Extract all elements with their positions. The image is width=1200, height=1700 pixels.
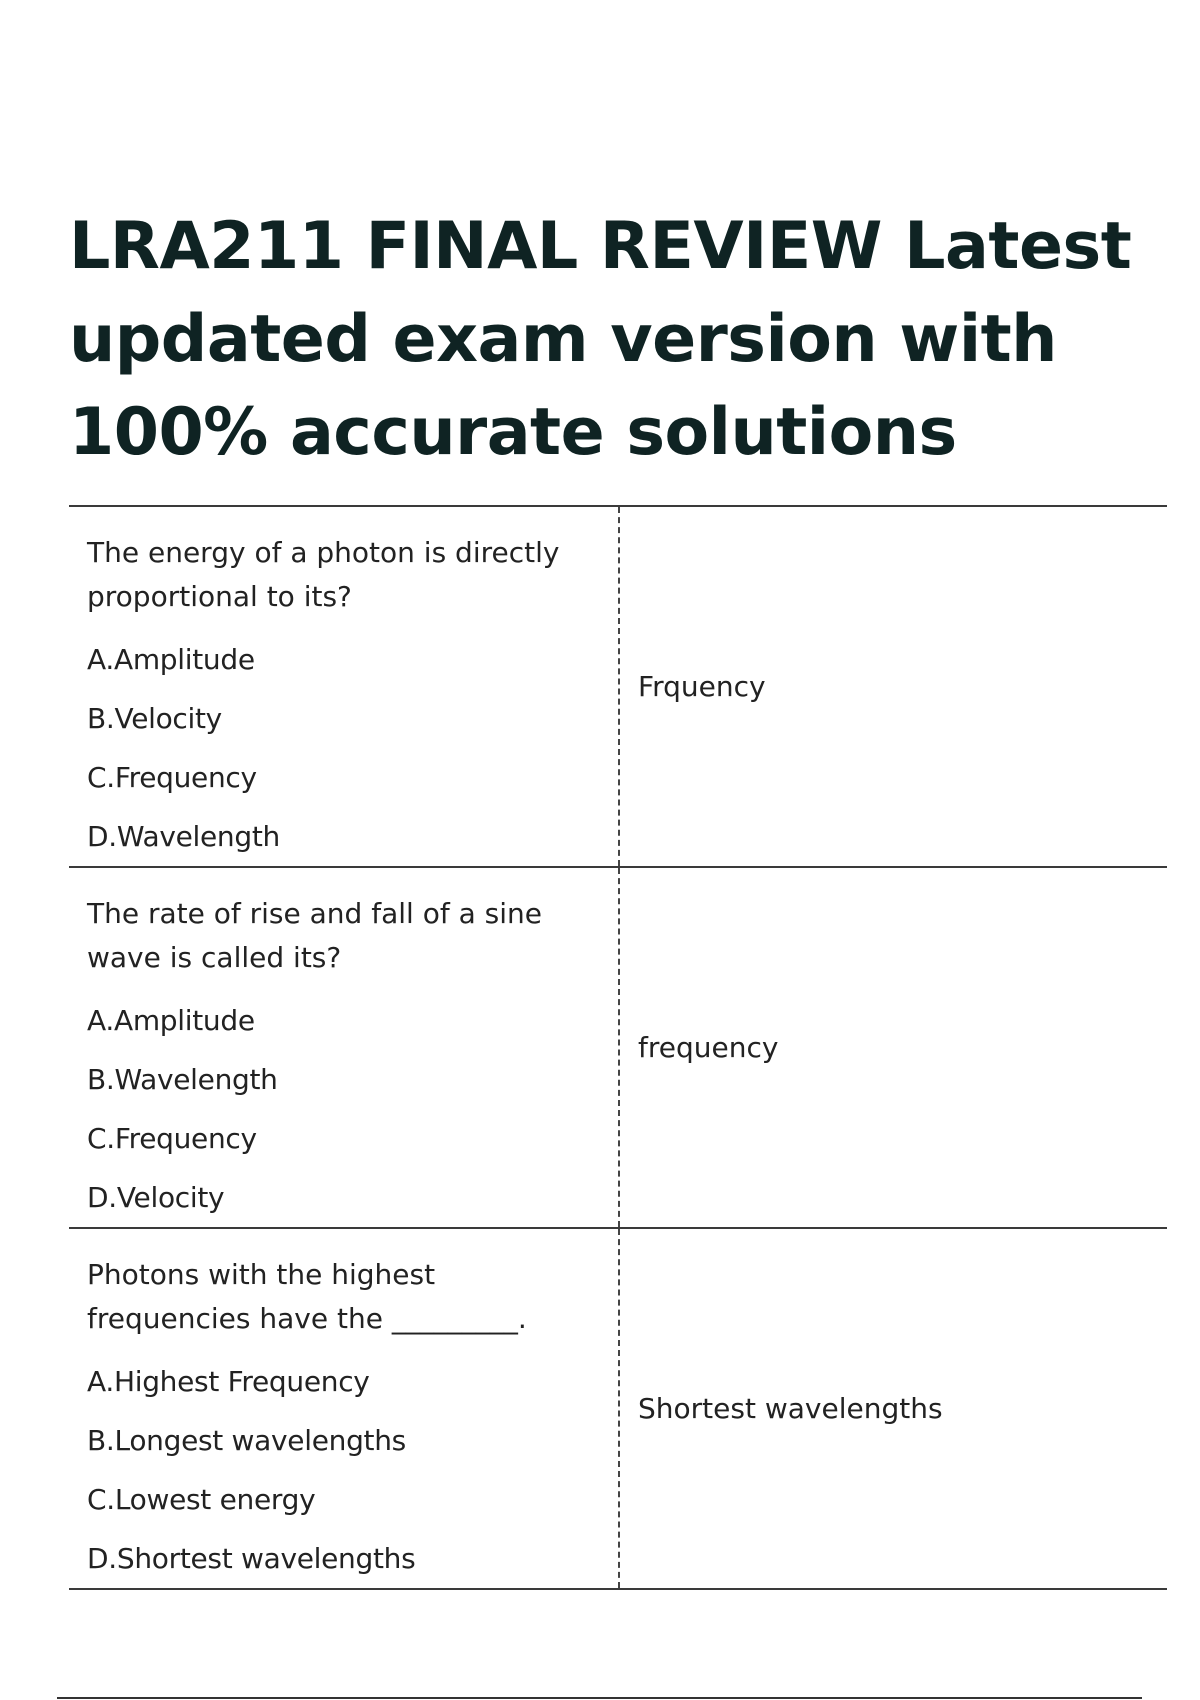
option-c: C.Frequency — [87, 1122, 257, 1155]
option-b: B.Longest wavelengths — [87, 1424, 406, 1457]
question-cell — [69, 506, 619, 867]
question-text: Photons with the highest frequencies have the _________. — [87, 1258, 527, 1335]
question-row — [69, 1228, 1167, 1589]
question-cell — [69, 867, 619, 1228]
question-row — [69, 867, 1167, 1228]
option-c: C.Frequency — [87, 761, 257, 794]
option-a: A.Highest Frequency — [87, 1365, 370, 1398]
option-d: D.Wavelength — [87, 820, 280, 853]
option-a: A.Amplitude — [87, 1004, 255, 1037]
option-b: B.Velocity — [87, 702, 222, 735]
footer-divider — [57, 1697, 1142, 1699]
option-c: C.Lowest energy — [87, 1483, 316, 1516]
question-cell — [69, 1228, 619, 1589]
question-row — [69, 506, 1167, 867]
document-title: LRA211 FINAL REVIEW Latest updated exam version with 100% accurate solutions — [69, 209, 1132, 470]
question-answer-table — [69, 505, 1167, 1590]
question-text: The energy of a photon is directly proportional to its? — [87, 536, 560, 613]
option-d: D.Velocity — [87, 1181, 225, 1214]
answer-cell: Frquency — [638, 670, 766, 703]
answer-cell: Shortest wavelengths — [638, 1392, 943, 1425]
question-text: The rate of rise and fall of a sine wave is called its? — [87, 897, 542, 974]
answer-cell: frequency — [638, 1031, 779, 1064]
option-a: A.Amplitude — [87, 643, 255, 676]
option-b: B.Wavelength — [87, 1063, 278, 1096]
option-d: D.Shortest wavelengths — [87, 1542, 416, 1575]
